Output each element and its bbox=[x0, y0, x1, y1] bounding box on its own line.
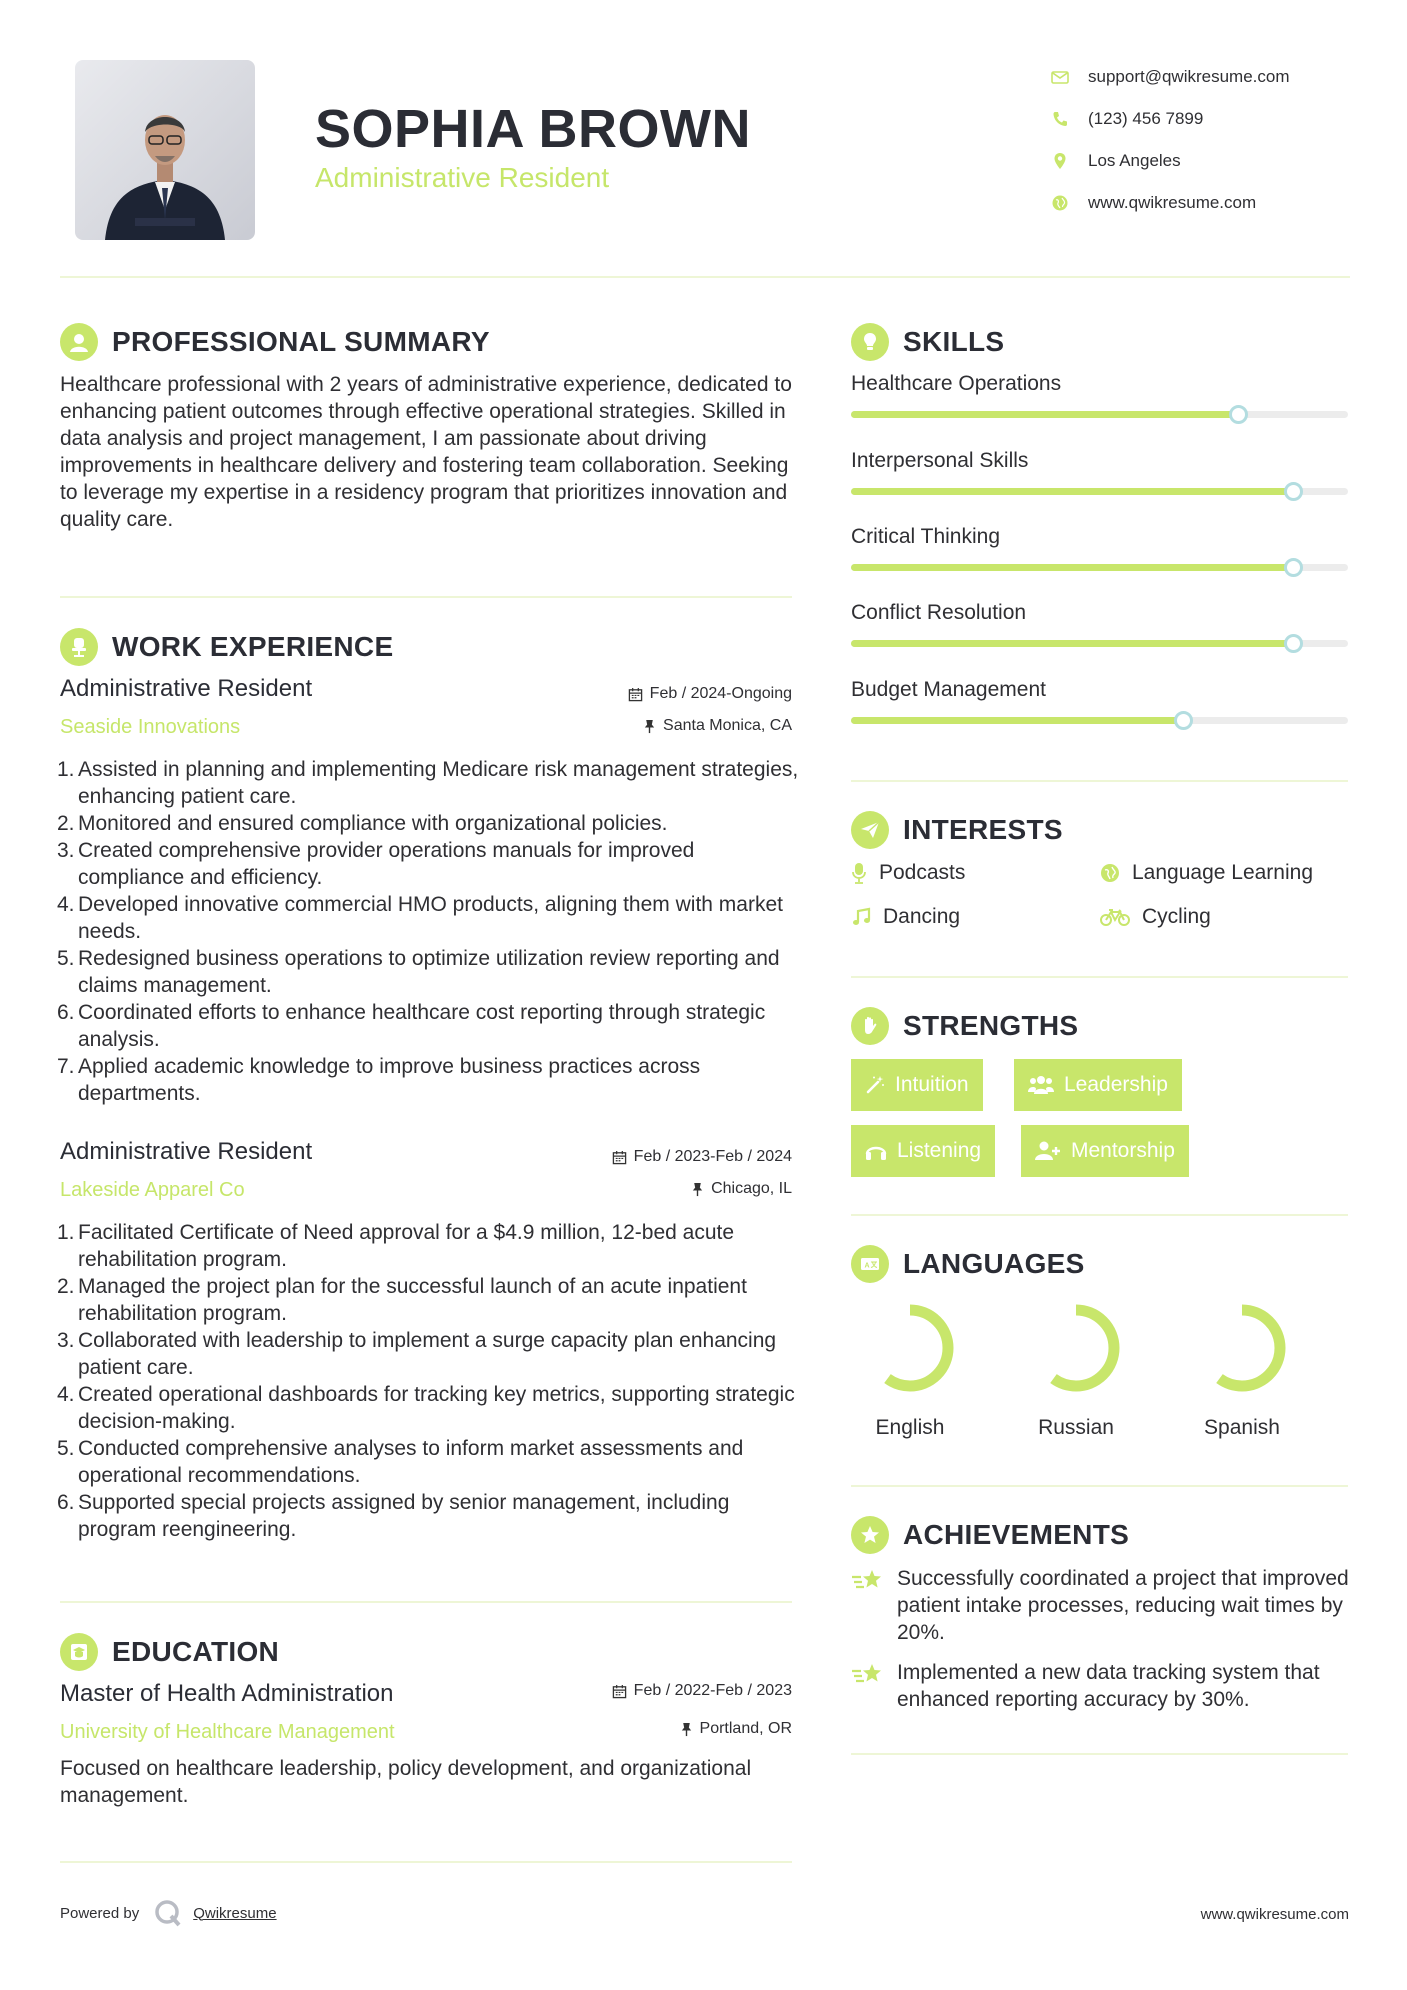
language-spanish-label: Spanish bbox=[1204, 1416, 1280, 1439]
duty-text: Created comprehensive provider operations manuals for improved compliance and efficiency. bbox=[78, 839, 695, 889]
strength-leadership bbox=[1014, 1059, 1182, 1111]
duty-item bbox=[57, 1327, 805, 1381]
duty-text: Conducted comprehensive analyses to inform market assessments and operational recommendations. bbox=[78, 1437, 744, 1487]
duty-number: 1. bbox=[57, 1221, 75, 1244]
strength-intuition-label: Intuition bbox=[895, 1073, 969, 1096]
duty-text: Coordinated efforts to enhance healthcare cost reporting through strategic analysis. bbox=[78, 1001, 766, 1051]
duty-number: 5. bbox=[57, 947, 75, 970]
skill-5 bbox=[851, 678, 1348, 702]
candidate-name: SOPHIA BROWN bbox=[315, 99, 751, 159]
interests-heading bbox=[851, 811, 1063, 849]
language-spanish bbox=[1172, 1300, 1312, 1440]
education-description: Focused on healthcare leadership, policy development, and organizational management. bbox=[60, 1757, 752, 1807]
skill-3-knob bbox=[1284, 558, 1303, 577]
map-pin-icon bbox=[1050, 151, 1070, 171]
contact-email-text: support@qwikresume.com bbox=[1088, 67, 1290, 86]
language-russian-label: Russian bbox=[1038, 1416, 1114, 1439]
users-icon bbox=[1028, 1075, 1054, 1095]
duty-number: 6. bbox=[57, 1491, 75, 1514]
job-1-company: Seaside Innovations bbox=[60, 716, 241, 738]
education-heading bbox=[60, 1633, 279, 1671]
job-2-date-text: Feb / 2023-Feb / 2024 bbox=[633, 1148, 792, 1165]
skill-5-label: Budget Management bbox=[851, 678, 1046, 701]
candidate-title: Administrative Resident bbox=[315, 162, 610, 193]
header-divider bbox=[60, 276, 1350, 278]
skill-1-track bbox=[851, 411, 1348, 418]
job-1-date-text: Feb / 2024-Ongoing bbox=[649, 685, 792, 702]
duty-item bbox=[57, 945, 805, 999]
achievement-1 bbox=[851, 1565, 1351, 1646]
achievement-2 bbox=[851, 1659, 1351, 1713]
duty-text: Developed innovative commercial HMO products, aligning them with market needs. bbox=[78, 893, 783, 943]
skill-4-knob bbox=[1284, 634, 1303, 653]
strengths-divider bbox=[851, 1214, 1348, 1216]
job-1-location bbox=[560, 717, 792, 735]
duty-item bbox=[57, 1489, 805, 1543]
duty-text: Created operational dashboards for tracking key metrics, supporting strategic decision-making. bbox=[78, 1383, 795, 1433]
duty-number: 6. bbox=[57, 1001, 75, 1024]
achievement-1-text: Successfully coordinated a project that improved patient intake processes, reducing wait times by 20%. bbox=[897, 1567, 1349, 1644]
globe-icon bbox=[1050, 193, 1070, 213]
education-location bbox=[560, 1720, 792, 1738]
job-2-location-text: Chicago, IL bbox=[711, 1180, 792, 1197]
skill-2-fill bbox=[851, 488, 1293, 495]
pushpin-icon bbox=[691, 1182, 704, 1197]
duty-number: 3. bbox=[57, 1329, 75, 1352]
skill-5-fill bbox=[851, 717, 1184, 724]
language-icon bbox=[851, 1245, 889, 1283]
duty-item bbox=[57, 891, 805, 945]
language-english-label: English bbox=[875, 1416, 945, 1439]
skill-2-knob bbox=[1284, 482, 1303, 501]
strengths-heading bbox=[851, 1007, 1078, 1045]
skill-1-knob bbox=[1229, 405, 1248, 424]
skill-3-track bbox=[851, 564, 1348, 571]
globe-icon bbox=[1100, 863, 1120, 883]
interest-podcasts-label: Podcasts bbox=[879, 861, 966, 884]
languages-title: LANGUAGES bbox=[903, 1248, 1085, 1279]
qwikresume-logo-icon bbox=[153, 1898, 183, 1928]
qwikresume-link[interactable]: Qwikresume bbox=[193, 1904, 277, 1922]
duty-text: Collaborated with leadership to implement a surge capacity plan enhancing patient care. bbox=[78, 1329, 777, 1379]
duty-number: 3. bbox=[57, 839, 75, 862]
duty-text: Redesigned business operations to optimize utilization review reporting and claims management. bbox=[78, 947, 780, 997]
skill-2-label: Interpersonal Skills bbox=[851, 449, 1029, 472]
experience-divider bbox=[60, 1601, 792, 1603]
skill-1-label: Healthcare Operations bbox=[851, 372, 1062, 395]
duty-item bbox=[57, 1053, 805, 1107]
strength-listening bbox=[851, 1125, 995, 1177]
music-note-icon bbox=[851, 907, 871, 927]
education-school: University of Healthcare Management bbox=[60, 1721, 395, 1743]
phone-icon bbox=[1050, 109, 1070, 129]
calendar-icon bbox=[612, 1150, 627, 1165]
duty-item bbox=[57, 756, 805, 810]
education-date bbox=[540, 1682, 792, 1700]
duty-item bbox=[57, 1273, 805, 1327]
achievements-title: ACHIEVEMENTS bbox=[903, 1519, 1130, 1550]
powered-by-text: Powered by bbox=[60, 1904, 140, 1922]
language-spanish-ring bbox=[1194, 1300, 1290, 1396]
interests-divider bbox=[851, 976, 1348, 978]
user-plus-icon bbox=[1035, 1141, 1061, 1161]
job-2-duties bbox=[57, 1219, 805, 1543]
calendar-icon bbox=[628, 687, 643, 702]
microphone-icon bbox=[851, 862, 867, 884]
headphones-icon bbox=[865, 1141, 887, 1161]
duty-text: Supported special projects assigned by senior management, including program reengineering. bbox=[78, 1491, 730, 1541]
duty-number: 4. bbox=[57, 893, 75, 916]
education-degree: Master of Health Administration bbox=[60, 1680, 394, 1707]
skill-4 bbox=[851, 601, 1348, 625]
user-icon bbox=[60, 323, 98, 361]
education-location-text: Portland, OR bbox=[699, 1720, 792, 1737]
summary-text: Healthcare professional with 2 years of administrative experience, dedicated to enhancing patient outcomes through effective operational strategies. Skilled in data analysis and project management, I am passionate about driving improvements in healthcare delivery and fostering team collaboration. Seeking to leverage my expertise in a residency program that prioritizes innovation and quality care. bbox=[60, 373, 792, 531]
skill-1 bbox=[851, 372, 1348, 396]
interests-title: INTERESTS bbox=[903, 814, 1063, 845]
duty-text: Applied academic knowledge to improve business practices across departments. bbox=[78, 1055, 701, 1105]
duty-item bbox=[57, 837, 805, 891]
job-1-location-text: Santa Monica, CA bbox=[663, 717, 792, 734]
shooting-star-icon bbox=[851, 1661, 887, 1687]
experience-title: WORK EXPERIENCE bbox=[112, 631, 394, 662]
footer-powered-by bbox=[60, 1898, 277, 1928]
language-english-ring bbox=[862, 1300, 958, 1396]
contact-list bbox=[1050, 56, 1380, 224]
skill-3-label: Critical Thinking bbox=[851, 525, 1000, 548]
contact-phone-text: (123) 456 7899 bbox=[1088, 109, 1204, 128]
duty-number: 2. bbox=[57, 812, 75, 835]
skill-2 bbox=[851, 449, 1348, 473]
experience-heading bbox=[60, 628, 393, 666]
duty-number: 4. bbox=[57, 1383, 75, 1406]
duty-number: 1. bbox=[57, 758, 75, 781]
duty-number: 7. bbox=[57, 1055, 75, 1078]
achievements-divider bbox=[851, 1753, 1348, 1755]
office-chair-icon bbox=[60, 628, 98, 666]
interest-language-learning bbox=[1100, 861, 1313, 885]
duty-text: Managed the project plan for the successful launch of an acute inpatient rehabilitation program. bbox=[78, 1275, 747, 1325]
pushpin-icon bbox=[643, 719, 656, 734]
contact-email[interactable] bbox=[1050, 56, 1380, 98]
duty-item bbox=[57, 810, 805, 837]
magic-wand-icon bbox=[865, 1075, 885, 1095]
paper-plane-icon bbox=[851, 811, 889, 849]
job-1-duties bbox=[57, 756, 805, 1107]
duty-item bbox=[57, 1435, 805, 1489]
contact-location bbox=[1050, 140, 1380, 182]
interest-podcasts bbox=[851, 861, 965, 885]
language-english bbox=[840, 1300, 980, 1440]
summary-title: PROFESSIONAL SUMMARY bbox=[112, 326, 490, 357]
language-russian-ring bbox=[1028, 1300, 1124, 1396]
skill-5-knob bbox=[1174, 711, 1193, 730]
skill-4-track bbox=[851, 640, 1348, 647]
contact-website-text: www.qwikresume.com bbox=[1088, 193, 1257, 212]
skills-title: SKILLS bbox=[903, 326, 1005, 357]
skill-3-fill bbox=[851, 564, 1293, 571]
skills-heading bbox=[851, 323, 1004, 361]
footer-website[interactable]: www.qwikresume.com bbox=[1200, 1906, 1349, 1923]
skill-4-fill bbox=[851, 640, 1293, 647]
strengths-title: STRENGTHS bbox=[903, 1010, 1079, 1041]
interest-cycling bbox=[1100, 905, 1211, 929]
shooting-star-icon bbox=[851, 1567, 887, 1593]
skill-3 bbox=[851, 525, 1348, 549]
duty-item bbox=[57, 999, 805, 1053]
contact-website[interactable] bbox=[1050, 182, 1380, 224]
job-1-title: Administrative Resident bbox=[60, 675, 313, 702]
duty-item bbox=[57, 1381, 805, 1435]
svg-text:A: A bbox=[864, 1262, 870, 1270]
strength-mentorship-label: Mentorship bbox=[1071, 1139, 1175, 1162]
duty-text: Facilitated Certificate of Need approval for a $4.9 million, 12-bed acute rehabilitation program. bbox=[78, 1221, 735, 1271]
education-date-text: Feb / 2022-Feb / 2023 bbox=[633, 1682, 792, 1699]
profile-photo bbox=[75, 60, 255, 240]
duty-text: Assisted in planning and implementing Medicare risk management strategies, enhancing patient care. bbox=[78, 758, 799, 808]
strength-leadership-label: Leadership bbox=[1064, 1073, 1168, 1096]
language-russian bbox=[1006, 1300, 1146, 1440]
languages-divider bbox=[851, 1485, 1348, 1487]
job-2-date bbox=[540, 1148, 792, 1166]
strength-listening-label: Listening bbox=[897, 1139, 982, 1162]
duty-number: 2. bbox=[57, 1275, 75, 1298]
contact-location-text: Los Angeles bbox=[1088, 151, 1181, 170]
pushpin-icon bbox=[680, 1722, 693, 1737]
graduate-icon bbox=[60, 1633, 98, 1671]
duty-item bbox=[57, 1219, 805, 1273]
calendar-icon bbox=[612, 1684, 627, 1699]
skill-5-track bbox=[851, 717, 1348, 724]
achievement-2-text: Implemented a new data tracking system that enhanced reporting accuracy by 30%. bbox=[897, 1661, 1320, 1711]
skills-divider bbox=[851, 780, 1348, 782]
hand-icon bbox=[851, 1007, 889, 1045]
strength-intuition bbox=[851, 1059, 983, 1111]
achievements-heading bbox=[851, 1516, 1129, 1554]
skill-4-label: Conflict Resolution bbox=[851, 601, 1027, 624]
interest-language-learning-label: Language Learning bbox=[1132, 861, 1314, 884]
interest-cycling-label: Cycling bbox=[1142, 905, 1211, 928]
skill-1-fill bbox=[851, 411, 1239, 418]
skill-2-track bbox=[851, 488, 1348, 495]
summary-divider bbox=[60, 596, 792, 598]
strength-mentorship bbox=[1021, 1125, 1189, 1177]
education-divider bbox=[60, 1861, 792, 1863]
job-1-date bbox=[560, 685, 792, 703]
duty-text: Monitored and ensured compliance with organizational policies. bbox=[78, 812, 668, 835]
envelope-icon bbox=[1050, 67, 1070, 87]
contact-phone[interactable] bbox=[1050, 98, 1380, 140]
bicycle-icon bbox=[1100, 907, 1130, 927]
lightbulb-icon bbox=[851, 323, 889, 361]
languages-heading bbox=[851, 1245, 1085, 1283]
interest-dancing-label: Dancing bbox=[883, 905, 961, 928]
duty-number: 5. bbox=[57, 1437, 75, 1460]
job-2-location bbox=[560, 1180, 792, 1198]
star-badge-icon bbox=[851, 1516, 889, 1554]
summary-heading bbox=[60, 323, 490, 361]
interest-dancing bbox=[851, 905, 960, 929]
job-2-company: Lakeside Apparel Co bbox=[60, 1179, 245, 1201]
education-title: EDUCATION bbox=[112, 1636, 280, 1667]
job-2-title: Administrative Resident bbox=[60, 1138, 313, 1165]
